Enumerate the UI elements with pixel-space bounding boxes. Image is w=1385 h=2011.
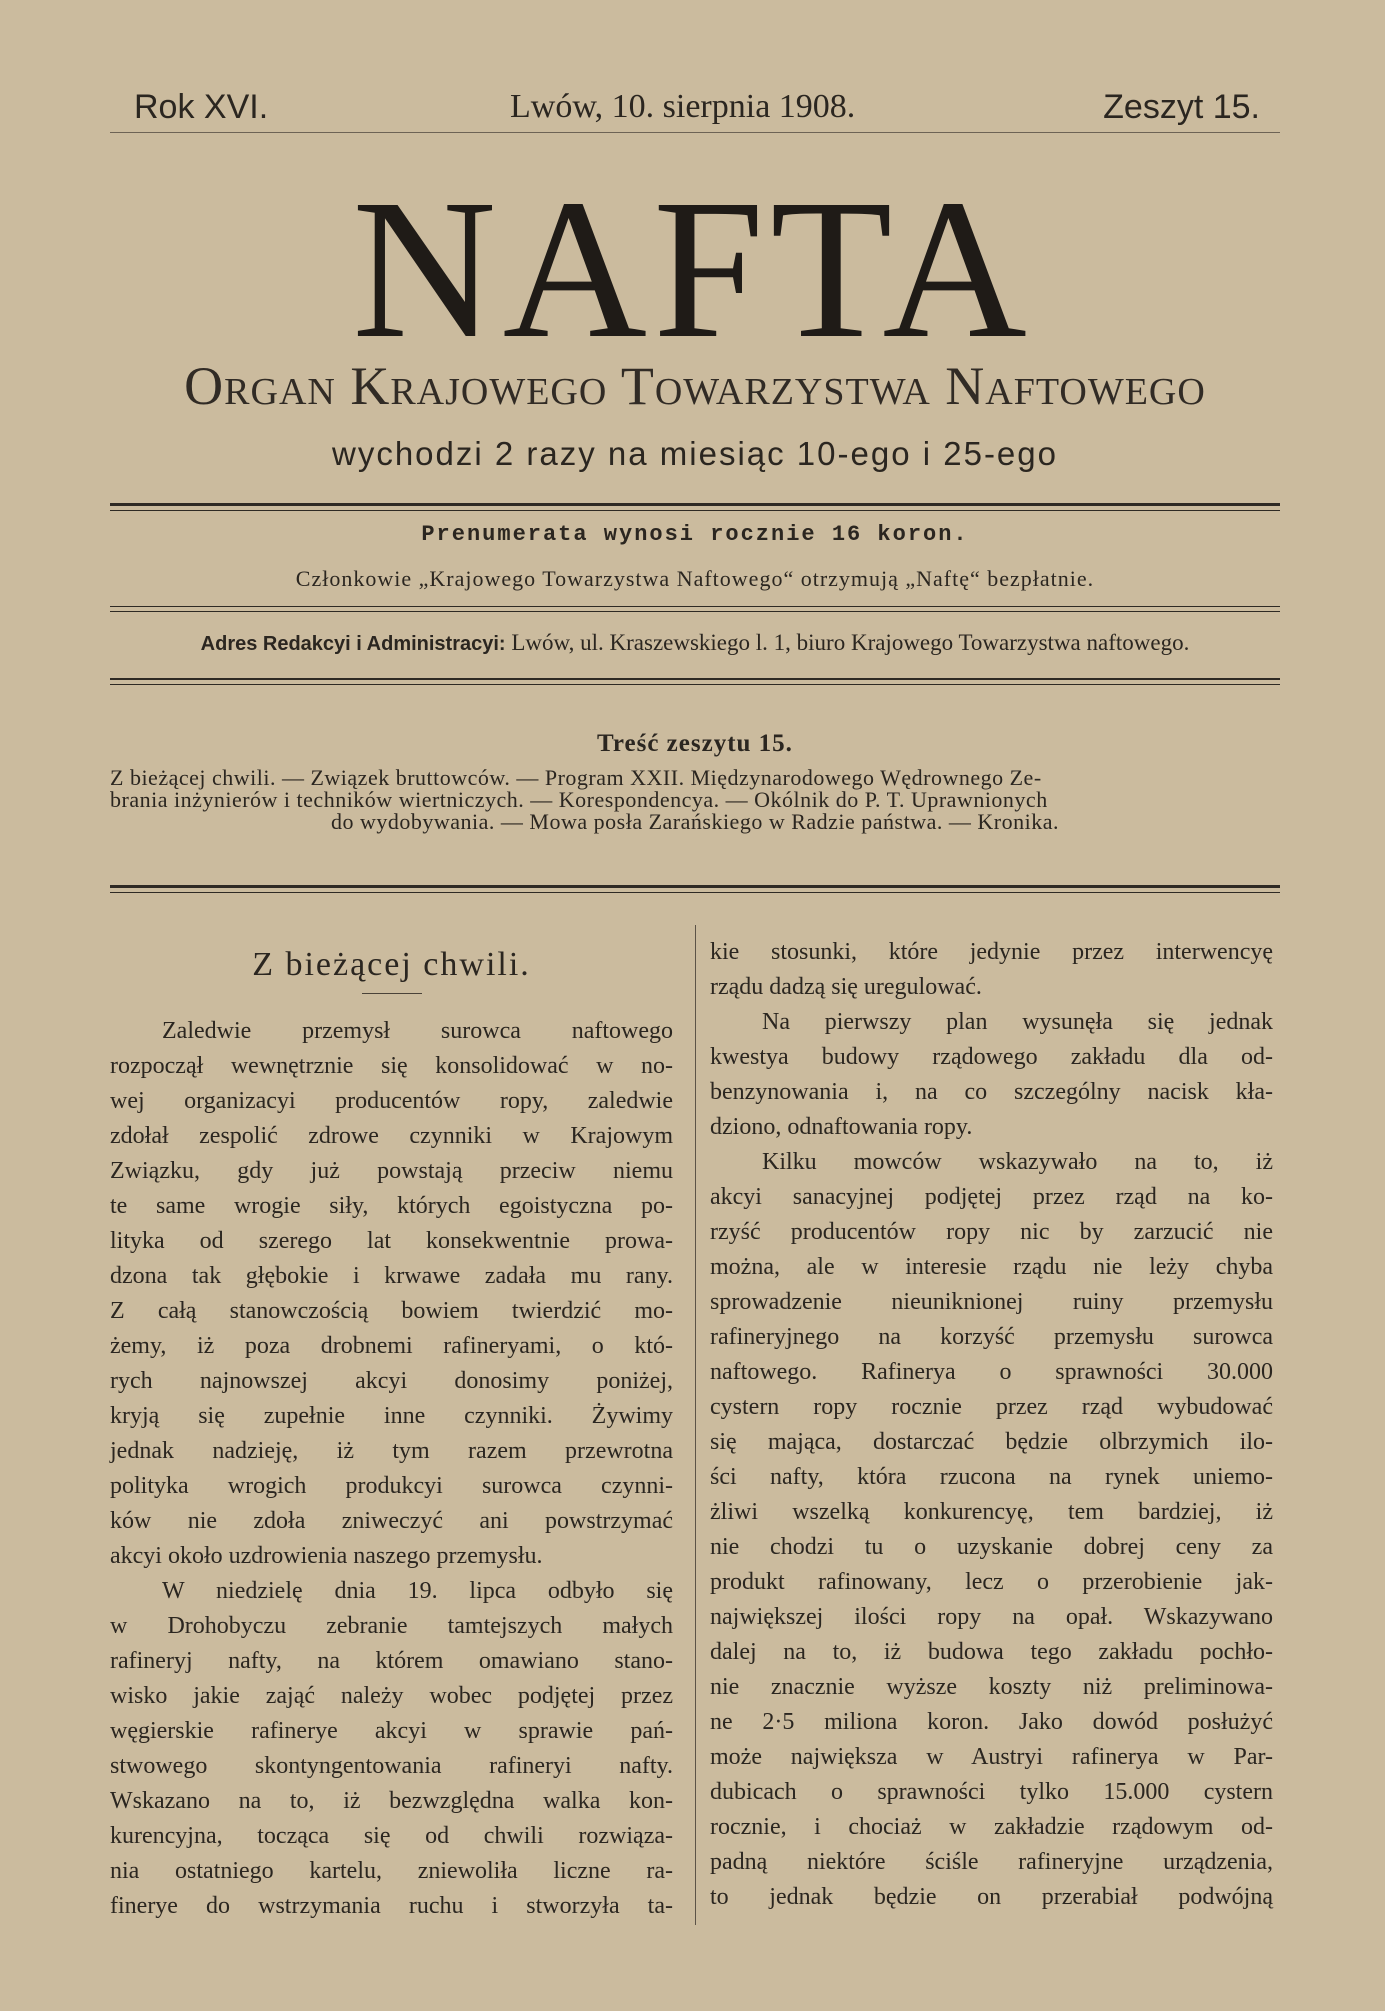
- editorial-address: [110, 630, 1280, 656]
- contents-line: do wydobywania. — Mowa posła Zarańskiego w Radzie państwa. — Kronika.: [331, 809, 1059, 834]
- article-text-right: [710, 935, 1273, 1915]
- text-line: Z całą stanowczością bowiem twierdzić mo-: [110, 1298, 673, 1324]
- text-line: Wskazano na to, iż bezwzględna walka kon-: [110, 1788, 673, 1814]
- text-line: dzona tak głębokie i krwawe zadała mu rany.: [110, 1263, 673, 1289]
- text-line: to jednak będzie on przerabiał podwójną: [710, 1884, 1273, 1910]
- address-text: Lwów, ul. Kraszewskiego l. 1, biuro Krajowego Towarzystwa naftowego.: [511, 630, 1190, 655]
- masthead-subtitle: Organ Krajowego Towarzystwa Naftowego: [184, 356, 1206, 416]
- contents-line: Z bieżącej chwili. — Związek bruttowców. — Program XXII. Międzynarodowego Wędrownego Ze-: [110, 765, 1042, 790]
- text-line: te same wrogie siły, których egoistyczna po-: [110, 1193, 673, 1219]
- contents-title: Treść zeszytu 15.: [597, 730, 793, 757]
- divider: [110, 885, 1280, 888]
- text-line: dalej na to, iż budowa tego zakładu pochło-: [710, 1639, 1273, 1665]
- text-line: kryją się zupełnie inne czynniki. Żywimy: [110, 1403, 673, 1429]
- text-line: produkt rafinowany, lecz o przerobienie jak-: [710, 1569, 1273, 1595]
- issue-number: Zeszyt 15.: [1103, 88, 1260, 126]
- text-line: rafineryjnego na korzyść przemysłu surowca: [710, 1324, 1273, 1350]
- text-line: W niedzielę dnia 19. lipca odbyło się: [162, 1578, 673, 1604]
- text-line: sprowadzenie nieuniknionej ruiny przemysłu: [710, 1289, 1273, 1315]
- text-line: zdołał zespolić zdrowe czynniki w Krajowym: [110, 1123, 673, 1149]
- masthead-title: NAFTA: [352, 159, 1033, 380]
- text-line: ków nie zdoła zniweczyć ani powstrzymać: [110, 1508, 673, 1534]
- text-line: akcyi około uzdrowienia naszego przemysłu.: [110, 1543, 543, 1569]
- text-line: nie chodzi tu o uzyskanie dobrej ceny za: [710, 1534, 1273, 1560]
- article-column-right: [710, 935, 1273, 1915]
- text-line: rocznie, i chociaż w zakładzie rządowym od-: [710, 1814, 1273, 1840]
- article-title: Z bieżącej chwili.: [252, 946, 531, 983]
- text-line: cystern ropy rocznie przez rząd wybudować: [710, 1394, 1273, 1420]
- text-line: stwowego skontyngentowania rafineryi nafty.: [110, 1753, 673, 1779]
- text-line: jednak nadzieję, iż tym razem przewrotna: [110, 1438, 673, 1464]
- text-line: może największa w Austryi rafinerya w Par-: [710, 1744, 1273, 1770]
- text-line: finerye do wstrzymania ruchu i stworzyła ta-: [110, 1893, 673, 1919]
- place-date: Lwów, 10. sierpnia 1908.: [510, 88, 856, 125]
- text-line: Na pierwszy plan wysunęła się jednak: [762, 1009, 1273, 1035]
- text-line: w Drohobyczu zebranie tamtejszych małych: [110, 1613, 673, 1639]
- text-line: rzyść producentów ropy nic by zarzucić nie: [710, 1219, 1273, 1245]
- text-line: węgierskie rafinerye akcyi w sprawie pań-: [110, 1718, 673, 1744]
- text-line: dubicach o sprawności tylko 15.000 cystern: [710, 1779, 1273, 1805]
- text-line: lityka od szerego lat konsekwentnie prowa-: [110, 1228, 673, 1254]
- volume-label: Rok XVI.: [134, 88, 269, 126]
- divider: [110, 892, 1280, 893]
- text-line: rozpoczął wewnętrznie się konsolidować w no-: [110, 1053, 673, 1079]
- text-line: dziono, odnaftowania ropy.: [710, 1114, 973, 1140]
- text-line: się mająca, dostarczać będzie olbrzymich ilo-: [710, 1429, 1273, 1455]
- text-line: ne 2·5 miliona koron. Jako dowód posłużyć: [710, 1709, 1273, 1735]
- text-line: Związku, gdy już powstają przeciw niemu: [110, 1158, 673, 1184]
- members-note: Członkowie „Krajowego Towarzystwa Naftowego“ otrzymują „Naftę“ bezpłatnie.: [295, 566, 1095, 591]
- text-line: wej organizacyi producentów ropy, zaledwie: [110, 1088, 673, 1114]
- divider: [110, 510, 1280, 511]
- contents-list: [110, 767, 1280, 833]
- text-line: można, ale w interesie rządu nie leży chyba: [710, 1254, 1273, 1280]
- text-line: wisko jakie zająć należy wobec podjętej przez: [110, 1683, 673, 1709]
- text-line: akcyi sanacyjnej podjętej przez rząd na ko-: [710, 1184, 1273, 1210]
- divider: [110, 606, 1280, 607]
- divider: [110, 611, 1280, 612]
- divider: [110, 678, 1280, 680]
- text-line: rządu dadzą się uregulować.: [710, 974, 982, 1000]
- text-line: benzynowania i, na co szczególny nacisk kła-: [710, 1079, 1273, 1105]
- text-line: żliwi wszelką konkurencyę, tem bardziej, iż: [710, 1499, 1273, 1525]
- text-line: rafineryj nafty, na którem omawiano stano-: [110, 1648, 673, 1674]
- divider: [110, 684, 1280, 685]
- text-line: ści nafty, która rzucona na rynek uniemo-: [710, 1464, 1273, 1490]
- column-divider: [695, 925, 696, 1925]
- subscription-price: Prenumerata wynosi rocznie 16 koron.: [421, 522, 969, 547]
- contents-line: brania inżynierów i techników wiertniczych. — Korespondencya. — Okólnik do P. T. Uprawnionych: [110, 787, 1048, 812]
- title-underline: [362, 993, 422, 994]
- text-line: nie znacznie wyższe koszty niż preliminowa-: [710, 1674, 1273, 1700]
- text-line: kwestya budowy rządowego zakładu dla od-: [710, 1044, 1273, 1070]
- text-line: Kilku mowców wskazywało na to, iż: [762, 1149, 1273, 1175]
- publication-frequency: wychodzi 2 razy na miesiąc 10-ego i 25-ego: [331, 435, 1058, 472]
- text-line: żemy, iż poza drobnemi rafineryami, o któ-: [110, 1333, 673, 1359]
- text-line: padną niektóre ściśle rafineryjne urządzenia,: [710, 1849, 1273, 1875]
- text-line: największej ilości ropy na opał. Wskazywano: [710, 1604, 1273, 1630]
- article-text-left: [110, 1014, 673, 1924]
- divider: [110, 503, 1280, 506]
- text-line: polityka wrogich produkcyi surowca czynni-: [110, 1473, 673, 1499]
- text-line: rych najnowszej akcyi donosimy poniżej,: [110, 1368, 673, 1394]
- address-label: Adres Redakcyi i Administracyi:: [200, 633, 506, 655]
- issue-header: [110, 84, 1280, 133]
- article-column-left: [110, 935, 673, 1924]
- text-line: nia ostatniego kartelu, zniewoliła liczne ra-: [110, 1858, 673, 1884]
- text-line: kurencyjna, tocząca się od chwili rozwiąza-: [110, 1823, 673, 1849]
- text-line: kie stosunki, które jedynie przez interwencyę: [710, 939, 1273, 965]
- text-line: naftowego. Rafinerya o sprawności 30.000: [710, 1359, 1273, 1385]
- text-line: Zaledwie przemysł surowca naftowego: [162, 1018, 673, 1044]
